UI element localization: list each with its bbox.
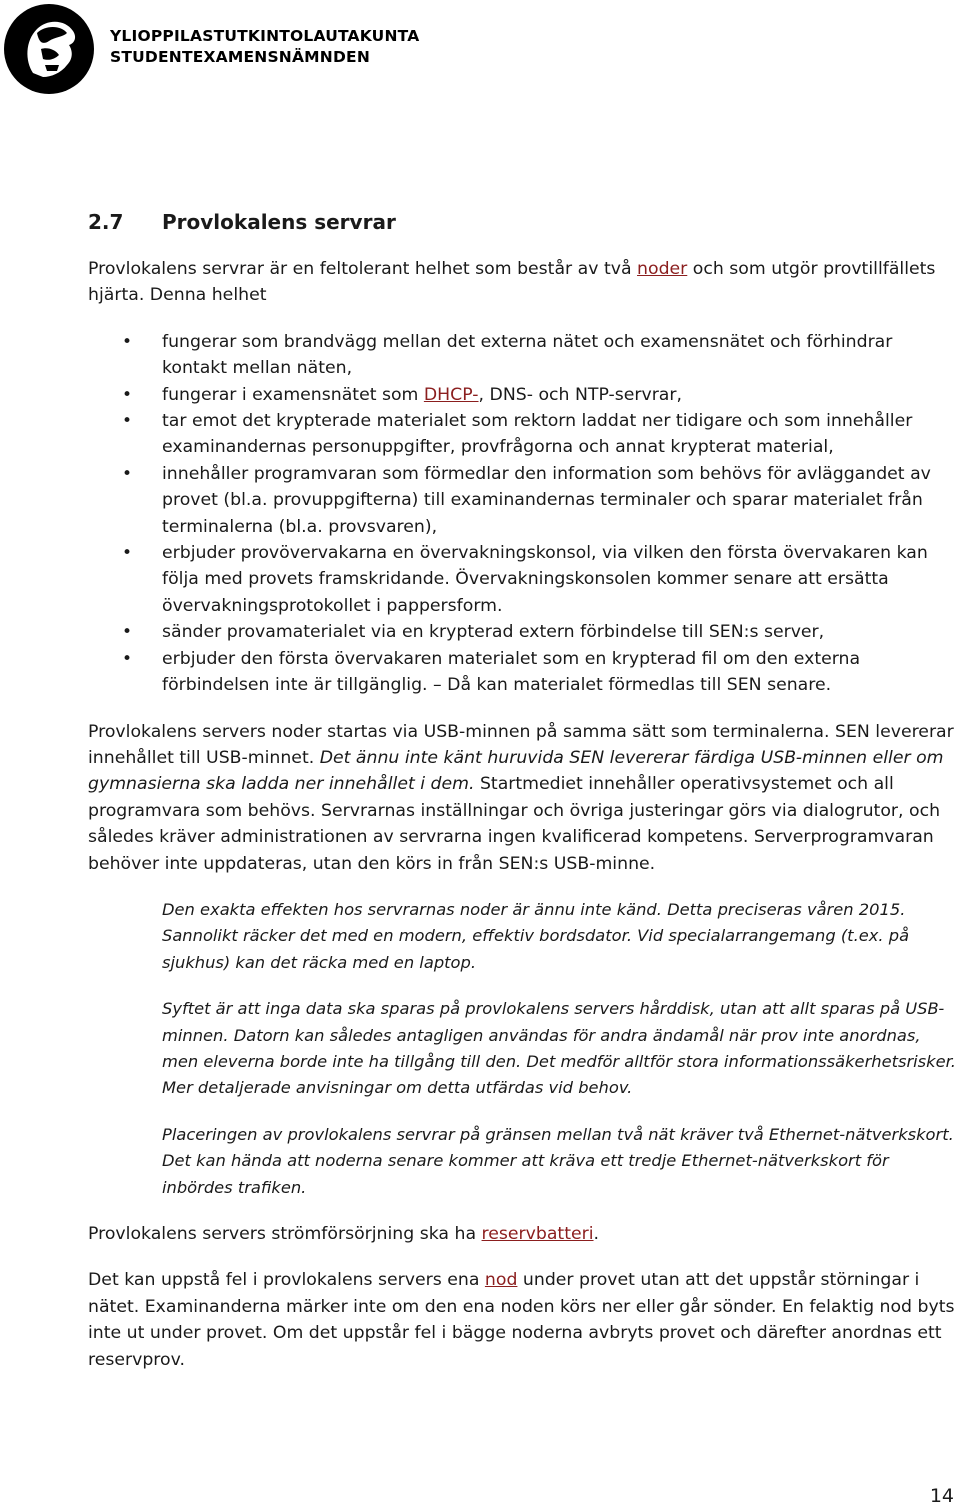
usb-text-continued: Startmediet innehåller operativsystemet och all programvara som behövs. Servrarnas inställningar och övriga justeringar görs via dialogrutor, och således kräver administrationen av servrarna ingen kvalificerad kompetens. Serverprogramvaran behöver inte uppdateras, utan den körs in från SEN:s USB-minne. <box>88 774 941 874</box>
link-nod[interactable]: nod <box>484 1270 518 1291</box>
list-item-text: fungerar i examensnätet som <box>162 384 424 405</box>
list-item <box>88 382 958 408</box>
usb-paragraph <box>88 719 958 877</box>
page-number: 14 <box>929 1485 954 1507</box>
italic-notes <box>162 897 958 1201</box>
fault-text-continued: under provet utan att det uppstår störningar i nätet. Examinanderna märker inte om den ena noden körs ner eller går sönder. En felaktig nod byts inte ut under provet. Om det uppstår fel i bägge noderna avbryts provet och därefter anordnas ett reservprov. <box>88 1270 955 1370</box>
note-performance: Den exakta effekten hos servrarnas noder är ännu inte känd. Detta preciseras våren 2015. Sannolikt räcker det med en modern, effektiv bordsdator. Vid specialarrangemang (t.ex. på sjukhus) kan det räcka med en laptop. <box>162 899 910 972</box>
note-network-cards: Placeringen av provlokalens servrar på gränsen mellan två nät kräver två Ethernet-nätverkskort. Det kan hända att noderna senare kommer att kräva ett tredje Ethernet-nätverkskort för inbördes trafiken. <box>162 1124 954 1197</box>
list-item: • sänder provamaterialet via en krypterad extern förbindelse till SEN:s server, <box>88 619 958 645</box>
intro-paragraph <box>88 256 958 309</box>
list-item: • erbjuder provövervakarna en övervakningskonsol, via vilken den första övervakaren kan följa med provets framskridande. Övervakningskonsolen kommer senare att ersätta övervakningsprotokollet i pappersform. <box>88 540 958 619</box>
helmet-logo-icon <box>3 3 95 95</box>
document-body <box>88 208 958 1393</box>
fault-text: Det kan uppstå fel i provlokalens servers ena <box>88 1270 485 1291</box>
usb-text: Provlokalens servers noder startas via USB-minnen på samma sätt som terminalerna. SEN levererar innehållet till USB-minnet. <box>88 721 954 768</box>
power-paragraph <box>88 1221 958 1247</box>
usb-italic-note: Det ännu inte känt huruvida SEN levererar färdiga USB-minnen eller om gymnasierna ska ladda ner innehållet i dem. <box>88 747 944 795</box>
fault-paragraph <box>88 1267 958 1373</box>
link-dhcp[interactable]: DHCP- <box>423 384 479 405</box>
section-number: 2.7 <box>88 210 124 234</box>
power-text-end: . <box>593 1224 600 1244</box>
function-list <box>88 329 958 699</box>
organization-name-swedish: STUDENTEXAMENSNÄMNDEN <box>110 48 370 66</box>
list-item: • tar emot det krypterade materialet som rektorn laddat ner tidigare och som innehåller examinandernas personuppgifter, provfrågorna och annat krypterat material, <box>88 408 958 461</box>
note-storage: Syftet är att inga data ska sparas på provlokalens servers hårddisk, utan att allt sparas på USB-minnen. Datorn kan således antagligen användas för andra ändamål när prov inte anordnas, men eleverna borde inte ha tillgång till den. Det medför alltför stora informationssäkerhetsrisker. Mer detaljerade anvisningar om detta utfärdas vid behov. <box>162 999 956 1098</box>
list-item: • fungerar som brandvägg mellan det externa nätet och examensnätet och förhindrar kontakt mellan näten, <box>88 329 958 382</box>
list-item: • innehåller programvaran som förmedlar den information som behövs för avläggandet av provet (bl.a. provuppgifterna) till examinandernas terminaler och sparar materialet från terminalerna (bl.a. provsvaren), <box>88 461 958 540</box>
link-noder[interactable]: noder <box>637 259 688 279</box>
power-text: Provlokalens servers strömförsörjning ska ha <box>88 1224 482 1244</box>
section-heading <box>88 208 958 236</box>
intro-text: Provlokalens servrar är en feltolerant helhet som består av två <box>88 259 638 279</box>
link-reservbatteri[interactable]: reservbatteri <box>481 1224 594 1244</box>
organization-name-finnish: YLIOPPILASTUTKINTOLAUTAKUNTA <box>110 27 420 45</box>
intro-text-continued: och som utgör provtillfällets hjärta. Denna helhet <box>88 259 936 306</box>
list-item: • erbjuder den första övervakaren materialet som en krypterad fil om den externa förbindelsen inte är tillgänglig. – Då kan materialet förmedlas till SEN senare. <box>88 646 958 699</box>
organization-name <box>110 26 419 68</box>
section-title: Provlokalens servrar <box>162 210 396 234</box>
list-item-text-continued: , DNS- och NTP-servrar, <box>478 384 682 405</box>
